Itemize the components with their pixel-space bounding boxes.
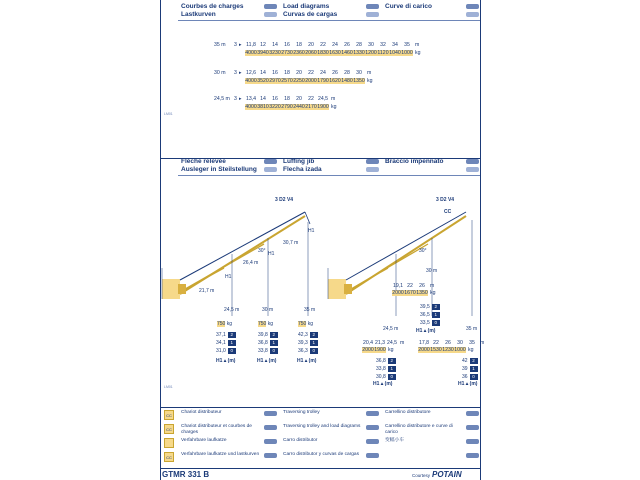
height-index: 1	[270, 340, 278, 346]
right-height-value: 33,5	[420, 320, 430, 326]
right-height-index: 1	[388, 366, 396, 372]
height-index: 2	[228, 332, 236, 338]
flag-icon	[366, 425, 379, 430]
table-load-cell: 3940	[257, 50, 269, 56]
right-load-cell: 2000	[362, 347, 374, 353]
height-row	[298, 348, 318, 354]
header-col2-line2: Curvas de cargas	[283, 11, 338, 18]
left-jib-2: 30 m	[262, 307, 274, 313]
mid-col2-line1: Luffing jib	[283, 158, 315, 165]
flag-icon	[466, 439, 479, 444]
table-distance-cell: 28	[344, 70, 350, 76]
table-falls: 3	[234, 70, 237, 76]
legend-text-1: Verfahrbare laufkatze	[181, 438, 227, 443]
right-distance-cell: 22	[407, 283, 413, 289]
table-distance-cell: 26	[344, 42, 350, 48]
table-load-cell: 1790	[317, 78, 329, 84]
right-border	[480, 0, 481, 480]
table-distance-cell: 30	[356, 70, 362, 76]
right-distance-unit: m	[430, 283, 435, 289]
legend-text-3: Carrellino distributore e curve di carico	[385, 424, 453, 435]
height-index: 0	[270, 348, 278, 354]
legend-text-2: Traversing trolley	[283, 410, 320, 415]
mid-col1-line2: Ausleger in Steilstellung	[181, 166, 257, 173]
flag-it-icon	[466, 159, 479, 164]
height-row	[216, 348, 236, 354]
right-load-row	[392, 290, 435, 296]
flag-es-icon	[366, 167, 379, 172]
right-distance-cell: 17,8	[418, 340, 430, 346]
table-distance-cell: 14	[260, 96, 266, 102]
right-distance-cell: 35	[469, 340, 475, 346]
table-load-cell: 4000	[245, 78, 257, 84]
right-height-index: 2	[432, 304, 440, 310]
table-distance-row	[245, 96, 335, 102]
table-load-cell: 1200	[365, 50, 377, 56]
table-jib-length: 24,5 m	[214, 96, 230, 102]
left-jib-1: 24,5 m	[224, 307, 240, 313]
legend-text-3: 变幅小车	[385, 438, 405, 443]
table-load-unit: kg	[367, 78, 373, 84]
height-row	[258, 340, 278, 346]
table-load-cell: 4000	[245, 104, 257, 110]
table-falls: 3	[234, 96, 237, 102]
right-jib-b: 24,5 m	[383, 326, 399, 332]
height-value: 36,3	[298, 348, 308, 354]
right-h1-axis-a: H1 ▴ (m)	[373, 381, 393, 387]
right-distance-row	[362, 340, 404, 346]
table-arrow-icon: ▸	[239, 96, 242, 102]
table-distance-row	[245, 42, 419, 48]
right-height-row	[462, 366, 478, 372]
table-load-cell: 2250	[293, 78, 305, 84]
height-row	[298, 340, 318, 346]
table-load-cell: 1040	[389, 50, 401, 56]
height-value: 37,1	[216, 332, 226, 338]
right-height-row	[462, 358, 478, 364]
table-load-cell: 1120	[377, 50, 389, 56]
left-jib-3: 35 m	[304, 307, 316, 313]
left-rope-label: 3 D2 V4	[275, 197, 294, 203]
right-distance-row	[392, 283, 434, 289]
height-value: 39,3	[298, 340, 308, 346]
height-row	[216, 332, 236, 338]
table-distance-cell: 16	[272, 96, 278, 102]
left-h1-axis-b: H1 ▴ (m)	[257, 358, 277, 364]
height-row	[258, 348, 278, 354]
table-load-unit: kg	[331, 104, 337, 110]
right-height-value: 39,5	[420, 304, 430, 310]
table-arrow-icon: ▸	[239, 70, 242, 76]
table-distance-cell: 22	[308, 96, 314, 102]
right-jib-c: 35 m	[466, 326, 478, 332]
flag-cn-icon	[466, 167, 479, 172]
height-value: 42,3	[298, 332, 308, 338]
header-col2-line1: Load diagrams	[283, 3, 330, 10]
table-distance-cell: 28	[356, 42, 362, 48]
right-height-value: 36	[462, 374, 468, 380]
right-distance-cell: 24,5	[386, 340, 398, 346]
table-load-row	[245, 50, 420, 56]
table-distance-unit: m	[367, 70, 372, 76]
left-radius-2: 26,4 m	[243, 260, 259, 266]
left-h1-c: H1	[308, 228, 315, 234]
flag-icon	[264, 439, 277, 444]
right-height-row	[376, 358, 396, 364]
table-load-cell: 2790	[281, 104, 293, 110]
table-jib-length: 30 m	[214, 70, 226, 76]
mid-col2-line2: Flecha izada	[283, 166, 322, 173]
table-load-cell: 3230	[269, 50, 281, 56]
table-distance-cell: 20	[296, 70, 302, 76]
table-load-cell: 1000	[401, 50, 413, 56]
right-load-cell: 1530	[430, 347, 442, 353]
flag-icon	[366, 411, 379, 416]
height-index: 0	[310, 348, 318, 354]
right-load-unit: kg	[388, 347, 394, 353]
left-load-1: 750 kg	[217, 321, 233, 327]
right-load-cell: 2000	[392, 290, 404, 296]
right-height-index: 0	[432, 320, 440, 326]
right-height-row	[462, 374, 478, 380]
table-distance-cell: 20	[308, 42, 314, 48]
flag-icon	[466, 411, 479, 416]
table-arrow-icon: ▸	[239, 42, 242, 48]
table-load-cell: 1900	[317, 104, 329, 110]
right-height-index: 2	[470, 358, 478, 364]
height-value: 34,1	[216, 340, 226, 346]
table-load-unit: kg	[415, 50, 421, 56]
flag-icon	[264, 411, 277, 416]
right-height-value: 39	[462, 366, 468, 372]
table-falls: 3	[234, 42, 237, 48]
table-distance-unit: m	[331, 96, 336, 102]
right-load-cell: 1000	[454, 347, 466, 353]
right-angle: 30°	[419, 248, 427, 254]
flag-icon	[366, 439, 379, 444]
right-distance-unit: m	[400, 340, 405, 346]
table-load-cell: 2440	[293, 104, 305, 110]
legend-text-3: Carrellino distributore	[385, 410, 431, 415]
flag-gb-icon	[366, 4, 379, 9]
left-load-3: 750 kg	[298, 321, 314, 327]
flag-fr-icon	[264, 4, 277, 9]
table-load-cell: 3810	[257, 104, 269, 110]
legend-text-1: Chariot distributeur	[181, 410, 222, 415]
right-height-row	[420, 312, 440, 318]
right-cc-label: CC	[444, 209, 452, 215]
table-distance-row	[245, 70, 371, 76]
table-load-cell: 2170	[305, 104, 317, 110]
left-radius-1: 21,7 m	[199, 288, 215, 294]
right-height-index: 1	[432, 312, 440, 318]
table-distance-cell: 24,5	[317, 96, 329, 102]
right-crane-drawing	[328, 212, 472, 316]
right-h1-axis-c: H1 ▴ (m)	[458, 381, 478, 387]
table-distance-cell: 16	[272, 70, 278, 76]
footer-divider	[160, 468, 480, 469]
height-row	[216, 340, 236, 346]
legend-text-2: Carro distributor	[283, 438, 318, 443]
height-index: 1	[228, 340, 236, 346]
section-divider-2	[160, 407, 480, 408]
flag-it-icon	[466, 4, 479, 9]
left-angle: 30°	[258, 248, 266, 254]
table-load-cell: 1350	[353, 78, 365, 84]
right-distance-cell: 30	[457, 340, 463, 346]
table-distance-cell: 18	[284, 96, 290, 102]
table-distance-cell: 11,8	[246, 42, 256, 48]
right-height-row	[376, 366, 396, 372]
table-load-cell: 3520	[257, 78, 269, 84]
right-load-cell: 1230	[442, 347, 454, 353]
table-load-row	[245, 78, 372, 84]
table-load-cell: 1480	[341, 78, 353, 84]
side-code: LM01	[164, 112, 173, 116]
table-load-cell: 1330	[353, 50, 365, 56]
right-height-index: 2	[388, 358, 396, 364]
left-crane-drawing	[162, 212, 310, 316]
right-load-unit: kg	[468, 347, 474, 353]
table-distance-cell: 34	[392, 42, 398, 48]
side-code-2: LM01	[164, 385, 173, 389]
left-h1-a: H1	[225, 274, 232, 280]
left-load-2: 750 kg	[258, 321, 274, 327]
right-height-index: 0	[388, 374, 396, 380]
right-load-row	[418, 347, 473, 353]
right-load-cell: 1670	[404, 290, 416, 296]
table-load-cell: 2970	[269, 78, 281, 84]
flag-es-icon	[366, 12, 379, 17]
table-distance-cell: 22	[308, 70, 314, 76]
right-load-cell: 2000	[418, 347, 430, 353]
table-distance-cell: 18	[296, 42, 302, 48]
header-col1-line2: Lastkurven	[181, 11, 216, 18]
table-distance-cell: 26	[332, 70, 338, 76]
trolley-icon: CC	[164, 452, 174, 462]
mid-col3-line1: Braccio impennato	[385, 158, 444, 165]
right-load-unit: kg	[430, 290, 436, 296]
table-load-cell: 2570	[281, 78, 293, 84]
trolley-icon: CC	[164, 410, 174, 420]
flag-icon	[366, 453, 379, 458]
legend-text-1: Chariot distributeur et courbes de charges	[181, 424, 252, 435]
flag-fr-icon	[264, 159, 277, 164]
trolley-icon: CC	[164, 424, 174, 434]
height-index: 2	[270, 332, 278, 338]
right-load-cell: 1900	[374, 347, 386, 353]
flag-icon	[264, 425, 277, 430]
right-height-value: 36,5	[420, 312, 430, 318]
table-load-cell: 2730	[281, 50, 293, 56]
right-distance-cell: 21,3	[374, 340, 386, 346]
table-load-cell: 2000	[305, 78, 317, 84]
height-index: 0	[228, 348, 236, 354]
table-distance-unit: m	[415, 42, 420, 48]
right-height-row	[420, 320, 440, 326]
right-distance-cell: 19,1	[392, 283, 404, 289]
table-distance-cell: 12	[260, 42, 266, 48]
right-rope-label: 3 D2 V4	[436, 197, 455, 203]
header-col3-line1: Curve di carico	[385, 3, 432, 10]
table-load-cell: 2360	[293, 50, 305, 56]
height-index: 1	[310, 340, 318, 346]
table-distance-cell: 12,6	[245, 70, 257, 76]
left-h1-axis-a: H1 ▴ (m)	[216, 358, 236, 364]
table-distance-cell: 14	[272, 42, 278, 48]
right-h1-axis-b: H1 ▴ (m)	[416, 328, 436, 334]
height-row	[258, 332, 278, 338]
table-load-cell: 2060	[305, 50, 317, 56]
height-value: 36,8	[258, 340, 268, 346]
legend-text-1: Verfahrbare laufkatze und lastkurven	[181, 452, 260, 457]
right-load-row	[362, 347, 393, 353]
header-underline	[178, 20, 480, 21]
model-name: GTMR 331 B	[162, 470, 210, 479]
right-jib-a: 30 m	[426, 268, 438, 274]
right-distance-cell: 22	[433, 340, 439, 346]
flag-icon	[264, 453, 277, 458]
flag-de-icon	[264, 167, 277, 172]
flag-de-icon	[264, 12, 277, 17]
table-distance-cell: 18	[284, 70, 290, 76]
left-h1-b: H1	[268, 251, 275, 257]
courtesy-text: Courtesy	[412, 473, 431, 478]
right-height-value: 36,8	[376, 358, 386, 364]
trolley-icon	[164, 438, 174, 448]
mid-col1-line1: Flèche relevée	[181, 158, 226, 165]
table-distance-cell: 22	[320, 42, 326, 48]
right-height-value: 33,8	[376, 366, 386, 372]
table-distance-cell: 14	[260, 70, 266, 76]
table-distance-cell: 35	[404, 42, 410, 48]
height-index: 2	[310, 332, 318, 338]
potain-logo: POTAIN	[432, 470, 462, 479]
left-radius-3: 30,7 m	[283, 240, 299, 246]
header-col1-line1: Courbes de charges	[181, 3, 244, 10]
height-value: 39,8	[258, 332, 268, 338]
table-distance-cell: 32	[380, 42, 386, 48]
legend-text-2: Carro distributor y curvas de cargas	[283, 452, 359, 457]
table-load-cell: 4000	[245, 50, 257, 56]
table-jib-length: 35 m	[214, 42, 226, 48]
table-load-cell: 1830	[317, 50, 329, 56]
right-distance-cell: 26	[445, 340, 451, 346]
right-distance-unit: m	[480, 340, 485, 346]
legend-text-2: Traversing trolley and load diagrams	[283, 424, 361, 429]
table-load-cell: 3220	[269, 104, 281, 110]
table-distance-cell: 24	[320, 70, 326, 76]
right-height-row	[420, 304, 440, 310]
right-height-value: 42	[462, 358, 468, 364]
table-distance-cell: 16	[284, 42, 290, 48]
flag-icon	[466, 453, 479, 458]
table-distance-cell: 24	[332, 42, 338, 48]
right-distance-row	[418, 340, 484, 346]
height-row	[298, 332, 318, 338]
flag-cn-icon	[466, 12, 479, 17]
right-load-cell: 1350	[416, 290, 428, 296]
table-load-cell: 1620	[329, 78, 341, 84]
flag-icon	[466, 425, 479, 430]
table-distance-cell: 20	[296, 96, 302, 102]
right-height-index: 1	[470, 366, 478, 372]
table-distance-cell: 30	[368, 42, 374, 48]
table-load-cell: 1460	[341, 50, 353, 56]
height-value: 33,8	[258, 348, 268, 354]
flag-gb-icon	[366, 159, 379, 164]
right-distance-cell: 20,4	[362, 340, 374, 346]
table-load-row	[245, 104, 336, 110]
right-distance-cell: 26	[419, 283, 425, 289]
height-value: 31,0	[216, 348, 226, 354]
table-load-cell: 1630	[329, 50, 341, 56]
right-height-row	[376, 374, 396, 380]
right-height-value: 30,8	[376, 374, 386, 380]
left-h1-axis-c: H1 ▴ (m)	[297, 358, 317, 364]
right-height-index: 0	[470, 374, 478, 380]
table-distance-cell: 13,4	[245, 96, 257, 102]
